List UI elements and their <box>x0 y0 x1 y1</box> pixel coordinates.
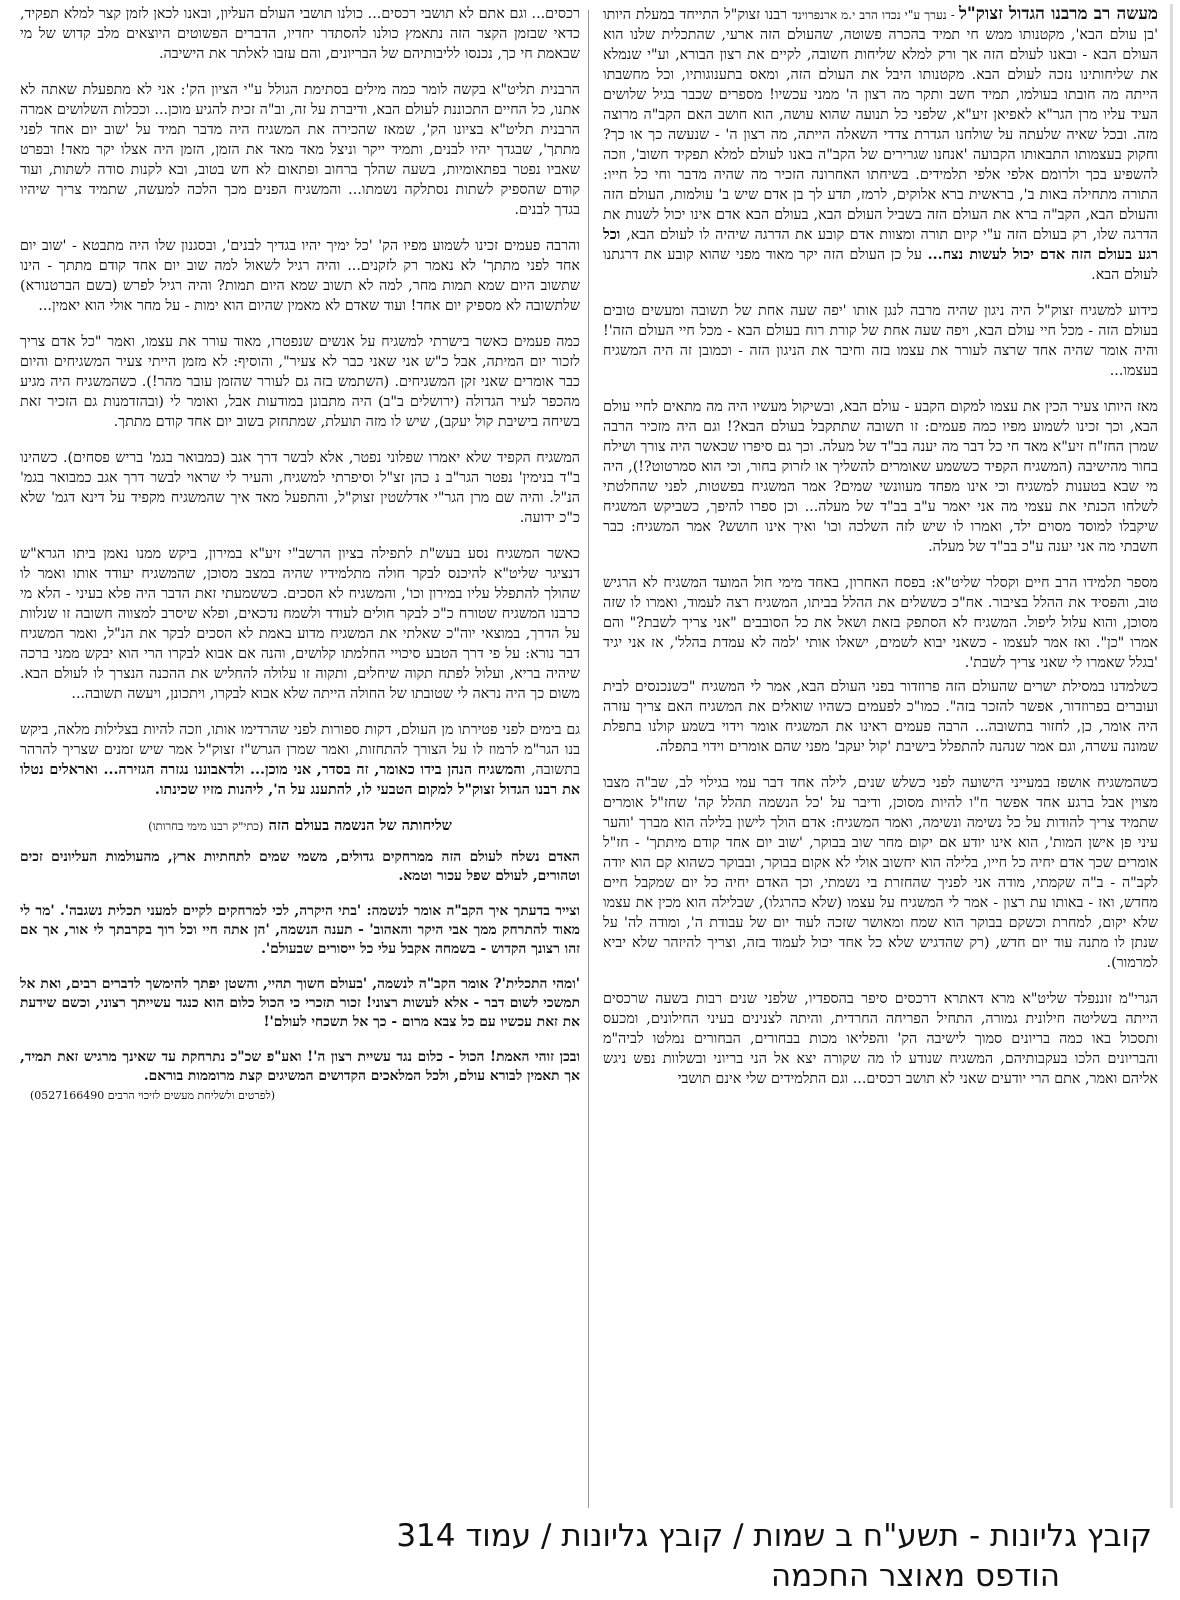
paragraph: כידוע למשגיח זצוק"ל היה ניגון שהיה מרבה לנגן אותו 'יפה שעה אחת של תשובה ומעשים טובים בעולם הזה - מכל חיי עולם הבא, ויפה שעה אחת של קורת רוח בעולם הבא - מכל חיי העולם הזה'! והיה אומר שהיה אחד שרצה לעורר את עצמו בזה וחיבר את הניגון הזה - וכמובן זה היה המשגיח בעצמו... <box>603 303 1158 379</box>
paragraph-text: על כן העולם הזה יקר מאוד מפני שהוא קובע את דרגתנו לעולם הבא. <box>603 247 1158 283</box>
intro-paragraph <box>603 4 1158 285</box>
emphasis-text: והמשגיח הנהן בידו כאומר, זה בסדר, אני מוכן... ולדאבוננו נגזרה הגזירה... ואראלים נטלו את רבנו הגדול זצוק"ל למקום הטבעי לו, להתענג על ה', ליהנות מזיו שכינתו. <box>20 762 580 798</box>
page-footer <box>0 1516 1180 1600</box>
paragraph: מאז היותו צעיר הכין את עצמו למקום הקבע - עולם הבא, ובשיקול מעשיו היה מה מתאים לחיי עולם הבא, וכך זכינו לשמוע מפיו כמה פעמים: זו תשובה שתתקבל בעולם הבא?! וגם היה מזכיר הרבה שמרן החז"ח זיע"א מאד חי כל דבר מה יענה בב"ד של מעלה. וכך גם סיפרו שכאשר היה צורך ושילח בחור מהישיבה (המשגיח הקפיד כששמע שאומרים להשליך או לזרוק בחור, וכי הוא סמרטוט?!), היה מי שבא בטענות למשגיח וכי אינו מפחד מעוונשי שמים? אמר המשגיח בפשטות, לפני שהחלטתי לשלחו הכנתי את עצמי מה אני יאמר ע"ב בב"ד של מעלה... וכן ספרו להיפך, כשביקש המשגיח שיקבלו למוסד מסוים ילד, ואמרו לו שיש לזה השלכה וכו' ואיך אינו חושש? אמר המשגיח: כבר חשבתי מה אני יענה ע"כ בב"ד של מעלה. <box>603 399 1158 555</box>
left-column <box>20 4 580 1508</box>
newsletter-page <box>20 4 1170 1508</box>
section-heading <box>20 816 580 836</box>
paragraph: כשהמשגיח אושפז במעייני הישועה לפני כשלש שנים, לילה אחד דבר עמי בגילוי לב, שב"ה מצבו מצוין אבל ברגע אחד אפשר ח"ו להיות מסוכן, ודיבר על 'כל הנשמה תהלל קה' שחז"ל אומרים שתמיד צריך להודות על כל נשימה ונשימה, ואמר המשגיח: אדם הולך לישון בלילה הוא מברך 'והער עיני פן אישן המות', הוא אינו יודע אם יקום מחר שוב בבוקר, 'שוב יום אחד קודם מיתתך' - חז"ל אומרים שכך אדם יחיה כל חייו, בלילה הוא יחשוב אולי לא אקום בבוקר, ובבוקר כשהוא קם הוא יודה לקב"ה - ב"ה שקמתי, מודה אני לפניך שהחזרת בי נשמתי, וכך האדם יחיה כל יום שמקבל חיים מחדש, ואז - באותו עת רצון - אמר לי המשגיח על עצמו (שלא כהרגלו), שבלילה הוא מכין את עצמו שלא יקום, למחרת וכשקם בבוקר הוא שמח ומאושר שזכה לעוד יום של עבודת ה', ומודה לה' על שנתן לו מתנה עוד יום חדש, (רק שהדגיש שלא כל אחד יכול לעמוד בזה, וצריך להיזהר שלא יביא למרמור). <box>603 775 1158 971</box>
paragraph: וצייר בדעתך איך הקב"ה אומר לנשמה: 'בתי היקרה, לכי למרחקים לקיים למעני תכלית נשגבה'. 'מר לי מאוד להתרחק ממך אבי היקר והאהוב' - תענה הנשמה, 'הן אתה חיי וכל רוך בקרבתך לי אור, אך אם זהו רצונך הקדוש - בשמחה אקבל עלי כל ייסורים שבעולם'. <box>20 903 580 957</box>
footer-printed-line: הודפס מאוצר החכמה <box>770 1558 1060 1594</box>
paragraph-text: גם בימים לפני פטירתו מן העולם, דקות ספורות לפני שהרדימו אותו, וזכה להיות בצלילות מלאה, ביקש בנו הגר"מ לרמוז לו על הצורך להתחזות, ואמר שמרן הגרש"ז זצוק"ל אמר שיש זמנים שצריך להרהר בתשובה, <box>20 722 580 778</box>
column-divider <box>588 10 589 1508</box>
paragraph-text: ובכן זוהי האמת! הכול - כלום נגד עשיית רצון ה'! ואע"פ שכ"כ נתרחקת עד שאינך מרגיש זאת תמיד, אך תאמין לבורא עולם, ולכל המלאכים הקדושים המשיגים קצת מרוממות בוראם. <box>20 1049 580 1084</box>
paragraph: הרבנית תליט"א בקשה לומר כמה מילים בסתימת הגולל ע"י הציון הק': אני לא מתפעלת שאתה לא אתנו, כל החיים התכוננת לעולם הבא, ודיברת על זה, וב"ה זכית להגיע מוכן... וככלות השלושים אמרה הרבנית תליט"א בציונו הק', שמאז שהכירה את המשגיח היה מדבר תמיד על 'שוב יום אחד לפני מתתך', שבגדך יהיו לבנים, ותמיד ייקר וניצל מאד מאד את הזמן, הזמן היה אצלו יקר מאד! ובפרט שאביו נפטר בפתאומיות, בשעה שהלך ברחוב ופתאום לא חש בטוב, ובא לקנות סודה לשתות, ועוד קודם שהספיק לשתות נסתלקה נשמתו... והמשגיח הפנים מכך הלכה למעשה, שתמיד צריך שיהיו בגדך לבנים. <box>20 82 580 218</box>
closing-paragraph <box>20 720 580 800</box>
paragraph: כשלמדנו במסילת ישרים שהעולם הזה פרוזדור בפני העולם הבא, אמר לי המשגיח "כשנכנסים לבית ועוברים בפרוזדור, אפשר להזכר בזה". כמו"כ לפעמים כשהיו שואלים את המשגיח האם צריך עזרה היה אומר, כן, לחזור בתשובה... הרבה פעמים ראינו את המשגיח אומר וידוי בשמע קולנו בתפלת שמונה עשרה, וגם אמר שנהנה להתפלל בישיבת 'קול יעקב' מפני שהם אומרים וידוי בתפלה. <box>603 679 1158 755</box>
section-heading-note: (כתי"ק רבנו מימי בחרותו) <box>148 819 264 833</box>
paragraph: כמה פעמים כאשר בישרתי למשגיח על אנשים שנפטרו, מאוד עורר את עצמו, ואמר "כל אדם צריך לזכור יום המיתה, אבל כ"ש אני שאני כבר לא צעיר", והוסיף: לא מזמן הייתי צעיר המשגיחים והיום כבר אומרים שאני זקן המשגיחים. (השתמש בזה גם לעורר שהזמן עובר מהר!). כשהמשגיח היה מגיע מהכפר לעיר הגדולה (ירושלים ב"ב) היה מתבונן במודעות אבל, ואומר לי (ובהזדמנות גם הזכיר זאת בשיחה בישיבת קול יעקב), שיש לו מזה תועלת, שמתחזק בשוב יום אחד קודם מתתך. <box>20 334 580 430</box>
article-title: מעשה רב מרבנו הגדול זצוק"ל <box>958 4 1158 24</box>
article-byline: - נערך ע"י נכדו הרב י.מ ארנפרוינד <box>792 8 959 22</box>
contact-note: (לפרטים ולשליחת מעשים לזיכוי הרבים 0527166490) <box>30 1089 276 1102</box>
paragraph: מספר תלמידו הרב חיים וקסלר שליט"א: בפסח האחרון, באחד מימי חול המועד המשגיח לא הרגיש טוב, והפסיד את ההלל בציבור. אח"כ כששלים את ההלל בביתו, המשגיח רצה לעמוד, ואמרו לו שזה מסוכן, והוא עלול ליפול. המשגיח לא הסתפק בזאת ושאל את כל הסובבים "אני צריך לשבת?" והם אמרו "כן". ואז אמר לעצמו - כשאני יבוא לשמים, ישאלו אותי 'למה לא עמדת בהלל', אז אני יגיד 'בגלל שאמרו לי שאני צריך לשבת'. <box>603 575 1158 671</box>
paragraph: 'ומהי התכלית'? אומר הקב"ה לנשמה, 'בעולם חשוך תהיי, והשטן יפתך להימשך לדברים רבים, ואת אל תמשכי לשום דבר - אלא לעשות רצוני! זכור תזכרי כי הכול כלום הוא כנגד עשייתך רצוני, וכשם שידעת את זאת עכשיו עם כל צבא מרום - כך אל תשכחי לעולם'! <box>20 976 580 1030</box>
paragraph: והרבה פעמים זכינו לשמוע מפיו הק' 'כל ימיך יהיו בגדיך לבנים', ובסגנון שלו היה מתבטא - 'שוב יום אחד לפני מתתך' לא נאמר רק לזקנים... והיה רגיל לשאול למה שוב יום אחד קודם מתתך - הינו שתשוב היום שמא תמות מחר, למה לא תשוב שמא היום תמות? והיה רגיל לפרש (בשם הברטנורא) שלתשובה לא מספיק יום אחד! ועוד שאדם לא מאמין שהיום הוא ימות - על מחר אולי הוא יאמין... <box>20 238 580 314</box>
paragraph: רכסים... וגם אתם לא תושבי רכסים... כולנו תושבי העולם העליון, ובאנו לכאן לזמן קצר למלא תפקיד, כדאי שבזמן הקצר הזה נתאמץ כולנו להסתדר יחדיו, הדברים הפשוטים היוצאים מלב קדוש של מי שבאמת חי כך, נכנסו לליבותיהם של הבריונים, והם עזבו לאלתר את הישיבה. <box>20 6 580 62</box>
footer-source-line: קובץ גליונות - תשע"ח ב שמות / קובץ גליונות / עמוד 314 <box>396 1518 1152 1554</box>
right-column <box>603 4 1158 1508</box>
paragraph: המשגיח הקפיד שלא יאמרו שפלוני נפטר, אלא לבשר דרך אגב (כמבואר בגמ' בריש פסחים). כשהינו ב"ד בנימין' נפטר הגר"ב נ כהן זצ"ל וסיפרתי למשגיח, והעיר לי שראוי לבשר דרך אגב כמבואר בגמ' הנ"ל. והיה שם מרן הגר"י אדלשטין זצוק"ל, והתפעל מאד איך שהמשגיח מקפיד על דינא דגמ' שלא כ"כ ידועה. <box>20 450 580 526</box>
paragraph: כאשר המשגיח נסע בעש"ת לתפילה בציון הרשב"י זיע"א במירון, ביקש ממנו נאמן ביתו הגרא"ש דנציגר שליט"א להיכנס לבקר חולה מתלמידיו שהיה במצב מסוכן, שהמשגיח יעודד אותו ואמר לו שהולך להתפלל עליו במירון וכו', והמשגיח לא הסכים. כששמעתי זאת הדבר היה פלא בעיני - הלא מי כרבנו המשגיח שטורח כ"כ לבקר חולים לעודד ולשמח נדכאים, ופלא שיסרב למצווה חשובה זו שנלוות על הדרך, במוצאי יוה"כ שאלתי את המשגיח מדוע באמת לא הסכים לבקר את הנ"ל, ואמר המשגיח דבר נורא: על פי דרך הטבע סיכויי החלמתו קלושים, והנה אם אבוא לבקרו הרי הוא יבקש ממני ברכה שיהיה בריא, ועלול לפתח תקוה שיחלים, ותקוה זו עלולה להחליש את ההכנה הנצרך לו לעולם הבא. משום כך היה נראה לי שטובתו של החולה הייתה שלא אבוא לבקרו, ויתכונן, ויעשה תשובה... <box>20 546 580 702</box>
paragraph <box>20 1048 580 1102</box>
paragraph-text: רבנו זצוק"ל התייחד במעלת היותו 'בן עולם הבא', מקטנותו ממש חי תמיד בהכרה פשוטה, שהעולם הזה ארעי, שהתכלית שלנו הוא העולם הבא - ובאנו לעולם הזה אך ורק למלא שליחות חשובה, לקיים את רצון הבורא, וע"י שנמלא את שליחותינו נזכה לעולם הבא. מקטנותו היבל את העולם הזה, ומאס בתענוגותיו, וכל מחשבתו הייתה מה חובתו בעולמו, תמיד חשב ותקר מה רצון ה' ממני עכשיו! מספרים שכבר בגיל שלושים העיד עליו מרן הגר"א לאפיאן זיע"א, שלפני כל תנועה שהוא עושה, הוא חושב האם הקב"ה מרוצה מזה. ובכל שאיה שלעתה על שולחנו הגדרת צדדי השאלה הייתה, מה רצון ה' - שנעשה כך או כך? וחקוק בעצמותו התבאותו הקבועה 'אנחנו שגרירים של הקב"ה באנו לעולם למלא תפקיד חשוב', וזכה להשפיע בכך ולרומם אלפי אלפי תלמידים. בשיחתו האחרונה הזכיר מה שהיה מדבר וחי כל חייו: התורה מתחילה באות ב', בראשית ברא אלוקים, לרמז, תדע לך בן אדם שיש ב' עולמות, העולם הזה והעולם הבא, הקב"ה ברא את העולם הזה בשביל העולם הבא, בעולם הבא אדם אינו יכול לשנות את הדרגה שלו, רק בעולם הזה ע"י קיום תורה ומצוות אדם קובע את הדרגה שיהיה לו לעולם הבא, <box>603 7 1158 243</box>
soul-mission-section <box>20 848 580 1102</box>
section-heading-text: שליחותה של הנשמה בעולם הזה <box>268 817 452 834</box>
paragraph: הגרי"מ זוננפלד שליט"א מרא דאתרא דרכסים סיפר בהספדיו, שלפני שנים רבות בשעה שרכסים הייתה בשליטה חילונית גמורה, התחיל הפריחה החרדית, והיתה לצנינים בעיני החילונים, ומכעס ותסכול באו כמה בריונים סמוך לישיבה הק' והפליאו מכות בבחורים, הבחורים נמלטו לביה"מ והבריונים הלכו בעקבותיהם, המשגיח שנודע לו מה שקורה יצא אל הני בריוני ובשלוות נפש ניגש אליהם ואמר, אתם הרי יודעים שאני לא תושב רכסים... וגם התלמידים שלי אינם תושבי <box>603 991 1158 1087</box>
emphasis-text: וכל רגע בעולם הזה אדם יכול לעשות נצח... <box>603 227 1158 263</box>
paragraph: האדם נשלח לעולם הזה ממרחקים גדולים, משמי שמים לתחתיות ארץ, מהעולמות העליונים זכים וטהורים, לעולם שפל עכור וטמא. <box>20 849 580 884</box>
